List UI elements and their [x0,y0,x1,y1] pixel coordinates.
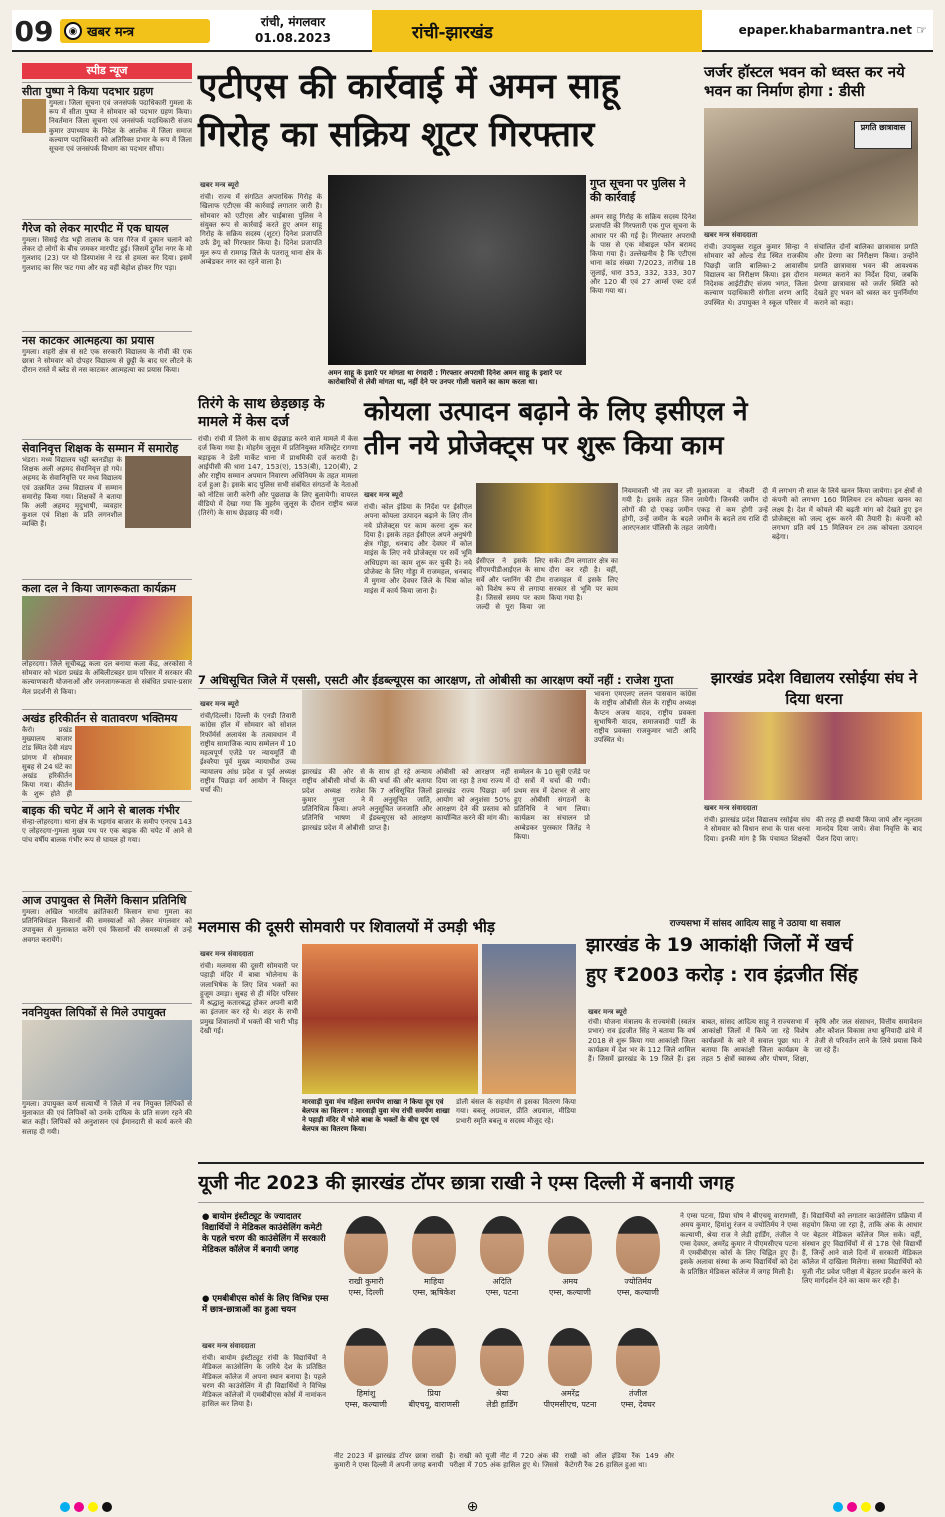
neet-body-4: हैं। विद्यार्थियों को लगातार काउंसेलिंग प्रक्रिया में सहयोग किया जा रहा है, ताकि अंक के आधार पर बेहतर मेडिकल कॉलेज मिल सके। वहीं, संस्थान हुए विद्यार्थियों में से 178 ऐसे विद्यार्थी हैं, जिन्हें आने वाले दिनों में सरकारी मेडिकल कॉलेज में दाखिला मिलेगा। सस्था विद्यार्थियों को यूजी नीट प्रवेश परीक्षा में बेहतर प्रदर्शन करने के लिए मार्गदर्शन देने का काम कर रही है। [802,1212,922,1286]
topper-card [334,1324,398,1432]
hostel-body: रांची। उपायुक्त राहुल कुमार सिन्हा ने सोमवार को ओल्ड रोड स्थित राजकीय पिछड़ी जाति बालिका-2 आवासीय विद्यालय का निरीक्षण किया। इस दौरान निदेशक आईटीडीए संजय भगत, जिला कल्याण पदाधिकारी संगीता शरण आदि उपस्थित थे। उपायुक्त ने स्कूल परिसर में संचालित दोनों बालिका छात्रावास प्रगति और प्रेरणा का निरीक्षण किया। उन्होंने प्रगति छात्रावास भवन की आवश्यक मरम्मत कराने का निर्देश दिया, जबकि प्रेरणा छात्रावास को जर्जर स्थिति को देखते हुए भवन को ध्वस्त कर पुनर्निर्माण कराने को कहा। [704,243,918,307]
kirtan-photo [75,726,191,790]
obc-headline: 7 अधिसूचित जिले में एससी, एसटी और ईडब्ल्यूएस का आरक्षण, तो ओबीसी का आरक्षण क्यों नहीं : राजेश गुप्ता [198,672,698,689]
cultural-troupe-photo [22,596,192,660]
news-brief: सीता पुष्पा ने किया पदभार ग्रहण गुमला। जिला सूचना एवं जनसंपर्क पदाधिकारी गुमला के रूप में सीता पुष्पा ने सोमवार को पदभार ग्रहण किया। निवर्तमान जिला सूचना एवं जनसंपर्क पदाधिकारी संजय कुमार उपाध्याय के निदेश के आलोक में जिला समाज कल्याण पदाधिकारी को अतिरिक्त प्रभार के रूप में जिला सूचना एवं जनसंपर्क विभाग का पदभार सौंपा। [22,82,192,216]
topper-college: एम्स, दिल्ली [348,1288,384,1297]
obc-body-5: भावना एमएलए ललन पासवान कांग्रेस के राष्ट्रीय ओबीसी सेल के राष्ट्रीय अध्यक्ष कैप्टन अजय यादव, राष्ट्रीय प्रवक्ता सुभाषिनी यादव, समाजवादी पार्टी के राष्ट्रीय प्रवक्ता राजकुमार भाटी आदि उपस्थित थे। [594,690,696,745]
topper-name: राखी कुमारी [348,1277,384,1286]
topper-name: अमय [562,1277,578,1286]
byline: खबर मन्त्र संवाददाता [704,804,758,812]
topper-name: अदिति [492,1277,512,1286]
topper-card [606,1324,670,1432]
byline: खबर मन्त्र संवाददाता [202,1342,256,1350]
sub-headline: गुप्त सूचना पर पुलिस ने की कार्रवाई [590,177,686,204]
meeting-photo [22,1020,192,1100]
topper-college: लेडी हार्डिंग [486,1400,518,1409]
news-brief: नस काटकर आत्महत्या का प्रयास गुमला। शहरी क्षेत्र से सटे एक सरकारी विद्यालय के नौवीं की एक छात्रा ने सोमवार को दोपहर विद्यालय से छुट्टी के बाद घर लौटने के दौरान रास्ते में ब्लेड से नस काटकर आत्महत्या का प्रयास किया। [22,331,192,436]
neet-bullet-1: ● बायोम इंस्टीट्यूट के ज्यादातर विद्यार्थियों ने मेडिकल काउंसेलिंग कमेटी के पहले चरण की काउंसेलिंग में सरकारी मेडिकल कॉलेज में बनायी जगह [202,1212,326,1255]
aspirational-headline-1: झारखंड के 19 आकांक्षी जिलों में खर्च [586,934,853,956]
temple-crowd-photo [302,944,478,1094]
news-brief: अखंड हरिकीर्तन से वातावरण भक्तिमय कैरो। प्रखंड मुख्यालय बाजार टांड स्थित देवी मंडप प्रांगण में सोमवार सुबह से 24 घंटे का अखंड हरिकीर्तन किया गया। कीर्तन के शुरू होते ही [22,709,192,798]
section-title: रांची-झारखंड [372,10,702,52]
topper-card [470,1212,534,1320]
malmas-story [198,916,578,1158]
byline: खबर मन्त्र ब्यूरो [200,181,239,189]
teacher-photo [125,456,191,528]
aspirational-headline-2: हुए ₹2003 करोड़ : राव इंद्रजीत सिंह [586,964,858,986]
color-registration-marks [60,1502,112,1512]
kicker: राज्यसभा में सांसद आदित्य साहू ने उठाया था सवाल [669,919,841,929]
topper-college: एम्स, देवघर [620,1400,656,1409]
dateline [238,14,348,46]
topper-card [334,1212,398,1320]
ecl-headline-2: तीन नये प्रोजेक्ट्स पर शुरू किया काम [364,431,724,461]
rasoiya-story [704,668,924,913]
devotee-photo [482,944,576,1094]
ats-body: रांची। राज्य में संगठित अपराधिक गिरोह के खिलाफ एटीएस की कार्रवाई लगातार जारी है। सोमवार को एटीएस और चाईबासा पुलिस ने संयुक्त रूप से कार्रवाई करते हुए अमन साहू गिरोह के सक्रिय सदस्य (शूटर) दिनेश प्रजापति उर्फ डेंगू को गिरफ्तार किया है। दिनेश प्रजापति मूल रूप से रामगढ़ जिले के पतरातू थाना क्षेत्र के अम्बेडकर नगर का रहने वाला है। [200,193,322,267]
byline: खबर मन्त्र संवाददाता [200,950,254,958]
news-brief: गैरेज को लेकर मारपीट में एक घायल गुमला। सिसई रोड भट्टी तालाब के पास गैरेज में दुकान चलाने को लेकर दो लोगों के बीच जमकर मारपीट हुई। जिसमें दुर्गेश नगर के मो गुलशाद (23) पर यो डिस्पाशंस ने रड से हमला कर दिया। इसमें गुलशाद का सिर फट गया और वह वहीं बेहोश होकर गिर पड़ा। [22,219,192,328]
topper-card [402,1212,466,1320]
obc-body-2: झारखंड की ओर से राष्ट्रीय ओबीसी मोर्चा के प्रदेश अध्यक्ष राजेश कुमार गुप्ता ने प्रतिनिधित्व किया। अपने प्रतिनिधि भाषण में झारखंड प्रदेश में ओबीसी के साथ हो रहे अन्याय की चर्चा की और बताया कि 7 अधिसूचित जिलों में अनुसूचित जाति, अनुसूचित जनजाति और ईडब्ल्यूएस को आरक्षण प्राप्त है। [302,768,432,832]
ecl-body-1: रांची। कोल इंडिया के निर्देश पर ईसीएल अपना कोयला उत्पादन बढ़ाने के लिए तीन नये प्रोजेक्ट्स पर काम करना शुरू कर दिया है। इसके तहत ईसीएल अपने अनुषंगी क्षेत्र गोड्डा, धनबाद और देवघर में कोल माइंस के लिए नये प्रोजेक्ट्स पर सर्वे भूमि अधिग्रहण का काम शुरू कर चुकी है। नये प्रोजेक्ट के लिए गोड्डा में राजमहल, धनबाद में मुगमा और देवघर जिले के चित्रा कोल माइंस में कार्य किया जाना है। [364,503,472,595]
news-brief: नवनियुक्त लिपिकों से मिले उपायुक्त गुमला। उपायुक्त कर्ण सत्यार्थी ने जिले में नव नियुक्त लिपिकों से मुलाकात की एवं लिपिकों को उनके दायित्व के प्रति सजग रहने की बात कही। लिपिकों को अनुशासन एवं ईमानदारी से कार्य करने की सलाह दी गयी। [22,1003,192,1232]
folio-mark: ⊕ [466,1499,479,1515]
byline: खबर मन्त्र ब्यूरो [200,700,239,708]
obc-body-3: ओबीसी को आरक्षण नहीं दिया जा रहा है तथा राज्य में झारखंड राज्य पिछड़ा वर्ग आयोग को अनुशंसा 50% आरक्षण देने की प्रस्ताव को कार्यान्वित करने की मांग की। [436,768,510,823]
mining-photo [476,483,618,553]
topper-photo [548,1328,592,1386]
website-url[interactable]: epaper.khabarmantra.net ☞ [738,23,927,37]
color-registration-marks [833,1502,885,1512]
ats-headline-1: एटीएस की कार्रवाई में अमन साहू [198,67,620,107]
issue-date: 01.08.2023 [255,31,331,45]
tiranga-headline: तिरंगे के साथ छेड़छाड़ के मामले में केस दर्ज [198,396,325,430]
temple-caption-2: डोली बंसल के सहयोग से इसका वितरण किया गया। बबलू अग्रवाल, प्रीति अग्रवाल, मीडिया प्रभारी स्मृति बबलू व सदस्य मौजूद रहे। [456,1098,576,1125]
topper-name: प्रिया [427,1389,441,1398]
conference-photo [302,690,586,764]
aspirational-body: रांची। योजना मंत्रालय के राज्यमंत्री (स्वतंत्र प्रभार) राव इंद्रजीत सिंह ने बताया कि वर्ष 2018 से शुरू किया गया आकांक्षी जिला कार्यक्रम में देश भर के 112 जिले शामिल हैं। जिसमें झारखंड के 19 जिले हैं। इस बाबत, सांसद आदित्य साहू ने राज्यसभा में आकांक्षी जिलों में किये जा रहे विशेष कार्यक्रमों के बारे में सवाल पूछा था। ने बताया कि आकांक्षी जिला कार्यक्रम के तहत 5 क्षेत्रों स्वास्थ्य और पोषण, शिक्षा, कृषि और जल संसाधन, वित्तीय समावेशन और कौशल विकास तथा बुनियादी ढांचे में तेजी से परिवर्तन लाने के लिये प्रयास किये जा रहे हैं। [588,1018,922,1064]
masthead [12,10,933,52]
obc-body-4: सम्मेलन के 10 सूत्री एजेंडे पर दो सत्रों में चर्चा की गयी। प्रथम सत्र में देशभर से आए हुए ओबीसी संगठनों के प्रतिनिधि ने भाग लिया। कार्यक्रम का संचालन प्रो अम्बेडकर पुरस्कार जितेंद्र ने किया। [514,768,590,842]
topper-card [470,1324,534,1432]
ats-headline-2: गिरोह का सक्रिय शूटर गिरफ्तार [198,115,595,155]
rasoiya-headline: झारखंड प्रदेश विद्यालय रसोईया संघ ने दिया धरना [710,669,918,708]
topper-card [606,1212,670,1320]
topper-college: एम्स, कल्याणी [549,1288,591,1297]
topper-card [402,1324,466,1432]
aspirational-story [586,918,924,1160]
ecl-headline-1: कोयला उत्पादन बढ़ाने के लिए इसीएल ने [364,397,748,427]
tiranga-body: रांची। रांची में तिरंगे के साथ छेड़छाड़ करने वाले मामले में केस दर्ज किया गया है। मोहर्रम जुलूस में प्रतिनियुक्त मजिस्ट्रेट रागणा बड़ाइक ने डेली मार्केट थाना में प्राथमिकी दर्ज करायी है। आईपीसी की धारा 147, 153(ए), 153(बी), 120(बी), 2 और राष्ट्रीय सम्मान अपमान निवारण अधिनियम के तहत मामला दर्ज हुआ है। इसके बाद पुलिस सभी संबंधित संगठनों के नेताओं को नोटिस जारी करेगी और पूछताछ के लिए बुलायेगी। वायरल वीडियो में देखा गया कि मुहर्रम जुलूस के दौरान राष्ट्रीय ध्वज (तिरंगे) के साथ छेड़छाड़ की गयी। [198,435,358,518]
news-brief: बाइक की चपेट में आने से बालक गंभीर सेन्हा-लोहरदगा। थाना क्षेत्र के भड़गांव बाजार के समीप एनएच 143 ए लोहरदगा-गुमला मुख्य पथ पर एक बाइक की चपेट में आने से पांच वर्षीय बालक गंभीर रूप से घायल हो गया। [22,801,192,888]
obc-body-1: रांची/दिल्ली। दिल्ली के एनडी तिवारी कांग्रेस हॉल में सोमवार को सोशल रिफॉर्मर्स अलायंस के तत्वावधान में राष्ट्रीय सामाजिक न्याय सम्मेलन में 10 महत्वपूर्ण एजेंडे पर न्यायमूर्ति वी ईश्वरैया पूर्व मुख्य न्यायाधीश उच्च न्यायालय आंध्र प्रदेश व पूर्व अध्यक्ष राष्ट्रीय पिछड़ा वर्ग आयोग ने विस्तृत चर्चा की। [200,712,296,795]
news-brief: सेवानिवृत्त शिक्षक के सम्मान में समारोह भंडरा। मध्य विद्यालय चट्टी ब्लनडीहा के शिक्षक अली अहमद सेवानिवृत्त हो गये। अहमद के सेवानिवृत्ति पर मध्य विद्यालय एवं उत्क्रमित उच्च विद्यालय में सम्मान समारोह किया गया। शिक्षकों ने बताया कि अली अहमद मृदुभाषी, व्यवहार कुशल एवं शिक्षा के प्रति लगनशील व्यक्ति हैं। [22,439,192,576]
hostel-headline: जर्जर हॉस्टल भवन को ध्वस्त कर नये भवन का निर्माण होगा : डीसी [704,63,905,100]
topper-photo [480,1328,524,1386]
byline: खबर मन्त्र संवाददाता [704,231,758,239]
photo-caption: अमन साहू के इशारे पर मांगता था रंगदारी : गिरफ्तार अपराधी दिनेश अमन साहू के इशारे पर कारोबारियों से लेवी मांगता था, नहीं देने पर उनपर गोली चलाने का काम करता था। [328,369,562,386]
topper-card [538,1212,602,1320]
topper-college: पीएमसीएच, पटना [543,1400,597,1409]
topper-college: बीएचयू, वाराणसी [408,1400,460,1409]
malmas-headline: मलमास की दूसरी सोमवारी पर शिवालयों में उमड़ी भीड़ [198,918,495,936]
protest-photo [704,712,922,800]
topper-college: एम्स, कल्याणी [617,1288,659,1297]
neet-body-3: ने एम्स पटना, प्रिया घोष ने बीएचयू वाराणसी, अमय कुमार, हिमांशु रंजन व ज्योतिर्मय ने एम्स कल्याणी, श्रेया राज ने लेडी हार्डिंग, तंजील ने एम्स देवघर, अमरेंद्र कुमार ने पीएमसीएच पटना में एमबीबीएस कोर्स के लिए चिह्नित हुए हैं। इसके अलावा संस्था के अन्य विद्यार्थियों को देश के प्रतिष्ठित मेडिकल कॉलेज में जगह मिली है। [680,1212,798,1276]
topper-name: हिमांशु [356,1389,376,1398]
topper-name: माहिया [424,1277,444,1286]
topper-college: एम्स, ऋषिकेश [412,1288,456,1297]
ecl-story [364,395,924,670]
topper-photo [344,1328,388,1386]
speed-news-label: स्पीड न्यूज [22,63,192,79]
topper-photo [412,1216,456,1274]
page-number: 09 [14,14,54,48]
topper-photo [480,1216,524,1274]
topper-photo [616,1328,660,1386]
topper-photo-grid [334,1212,674,1432]
neet-story [198,1162,924,1494]
city-day: रांची, मंगलवार [260,15,326,29]
neet-headline: यूजी नीट 2023 की झारखंड टॉपर छात्रा राखी ने एम्स दिल्ली में बनायी जगह [198,1162,924,1203]
hostel-board: प्रगति छात्रावास [854,121,912,149]
tiranga-story [198,395,358,670]
brief-photo [22,99,46,133]
neet-bullet-2: ● एमबीबीएस कोर्स के लिए विभिन्न एम्स में छात्र-छात्राओं का हुआ चयन [202,1294,329,1315]
ecl-body-2: ईसीएल ने इसके लिए सीएमपीडीआईएल के साथ सर्वे और प्लानिंग की टीम को विशेष रूप से लगाया है। जिससे समय पर काम जल्दी से पूरा किया जा सके। टीम लगातार क्षेत्र का दौरा कर रही है। वहीं, राजमहल में इसके लिए सरकार से भूमि पर काम किया गया है। [476,557,618,612]
news-brief: आज उपायुक्त से मिलेंगे किसान प्रतिनिधि गुमला। अखिल भारतीय क्रांतिकारी किसान सभा गुमला का प्रतिनिधिमंडल किसानों की समस्याओं को लेकर मंगलवार को उपायुक्त से मुलाकात करेंगे एवं किसानों की समस्याओं से उन्हें अवगत करायेंगे। [22,891,192,1000]
ats-story [198,63,700,386]
rasoiya-body: रांची। झारखंड प्रदेश विद्यालय रसोईया संघ ने सोमवार को विधान सभा के पास धरना दिया। इनकी मांग है कि पंचायत शिक्षकों की तरह ही स्थायी किया जाये और न्यूनतम मानदेय दिया जाये। सेवा निवृत्ति के बाद पेंशन दिया जाए। [704,816,922,843]
news-brief: कला दल ने किया जागरूकता कार्यक्रम लोहरदगा। जिले सूचीबद्ध कला दल बनाया कला केंद्र, अरकोसा ने सोमवार को भंडरा प्रखंड के अंबिलीटबहर ग्राम परिसर में सरकार की कल्याणकारी योजनाओं और जनजागरूकता से संबंधित प्रचार-प्रसार मेल प्रदर्शनी से किया। [22,579,192,706]
ecl-body-4: में लगभग नौ साल के लिये खनन किया जायेगा। इन क्षेत्रों से कंपनी को लगभग 160 मिलियन टन कोयला खनन का लक्ष्य है। देश में कोयले की बढ़ती मांग को देखते हुए इन प्रोजेक्ट्स को जल्द शुरू करने की तैयारी है। कंपनी को लगभग प्रति वर्ष 15 मिलियन टन तक कोयला उत्पादन बढ़ेगा। [772,487,922,542]
ats-side-body: अमन साहू गिरोह के सक्रिय सदस्य दिनेश प्रजापति की गिरफ्तारी एक गुप्त सूचना के आधार पर की गई है। गिरफ्तार अपराधी के पास से एक मोबाइल फोन बरामद किया गया है। उल्लेखनीय है कि एटीएस थाना कांड संख्या 7/2023, तारीख 18 जुलाई, धारा 353, 332, 333, 307 और 120 बी एवं 27 आर्म्स एक्ट दर्ज किया गया था। [590,213,696,296]
topper-name: श्रेया [495,1389,509,1398]
topper-college: एम्स, पटना [485,1288,519,1297]
speed-news-column [22,63,192,1232]
topper-photo [344,1216,388,1274]
cursor-icon: ☞ [916,23,927,37]
topper-card [538,1324,602,1432]
topper-name: अमरेंद्र [560,1389,580,1398]
malmas-body: रांची। मलमास की दूसरी सोमवारी पर पहाड़ी मंदिर में बाबा भोलेनाथ के जलाभिषेक के लिए शिव भक्तों का हुजूम उमड़ा। सुबह से ही मंदिर परिसर में श्रद्धालु कतारबद्ध होकर अपनी बारी का इंतजार कर रहे थे। शहर के सभी प्रमुख शिवालयों में भक्तों की भारी भीड़ देखी गई। [200,962,298,1036]
topper-name: तंजील [629,1389,647,1398]
topper-photo [616,1216,660,1274]
topper-college: एम्स, कल्याणी [345,1400,387,1409]
print-registration-bar [0,1497,945,1517]
pistol-photo [328,175,586,365]
brand-logo [60,19,210,43]
brand-name: खबर मन्त्र [87,25,135,40]
neet-body-2: नीट 2023 में झारखंड टॉपर छात्रा राखी कुमारी ने एम्स दिल्ली में अपनी जगह बनायी है। राखी को यूजी नीट में 720 अंक की परीक्षा में 705 अंक हासिल हुए थे। जिससे राखी को ऑल इंडिया रैंक 149 और कैटेगरी रैंक 26 हासिल हुआ था। [334,1452,674,1470]
topper-photo [548,1216,592,1274]
ecl-body-3: नियमावली भी तय कर ली गयी है। इसके तहत जिन लोगों की दो एकड़ जमीन होगी, उन्हें जमीन के बदले आरएनआर पॉलिसी के तहत मुआवजा व नौकरी दी जायेगी। जिनकी जमीन दो एकड़ से कम होगी उन्हें जमीन के बदले तय राशि दी जायेगी। [622,487,768,533]
hostel-story [704,63,922,375]
byline: खबर मन्त्र ब्यूरो [588,1008,627,1016]
brand-logo-icon: ◉ [64,22,82,40]
byline: खबर मन्त्र ब्यूरो [364,491,403,499]
topper-photo [412,1328,456,1386]
temple-photo-caption: मारवाड़ी युवा मंच महिला समर्पण शाखा ने किया दूध एवं बेलपत्र का वितरण : मारवाड़ी युवा मंच रांची समर्पण शाखा ने पहाड़ी मंदिर में भोले बाबा के भक्तों के बीच दूध एवं बेलपत्र का वितरण किया। [302,1098,450,1133]
obc-story [198,672,698,914]
topper-name: ज्योतिर्मय [624,1277,652,1286]
neet-body-1: रांची। बायोम इंस्टीट्यूट रांची के विद्यार्थियों ने मेडिकल काउंसेलिंग के जरिये देश के प्रतिष्ठित मेडिकल कॉलेज में अपना स्थान बनाया है। पहले चरण की काउंसेलिंग में ही विद्यार्थियों ने विभिन्न मेडिकल कॉलेजों में एमबीबीएस कोर्स में नामांकन हासिल कर लिया है। [202,1354,326,1409]
